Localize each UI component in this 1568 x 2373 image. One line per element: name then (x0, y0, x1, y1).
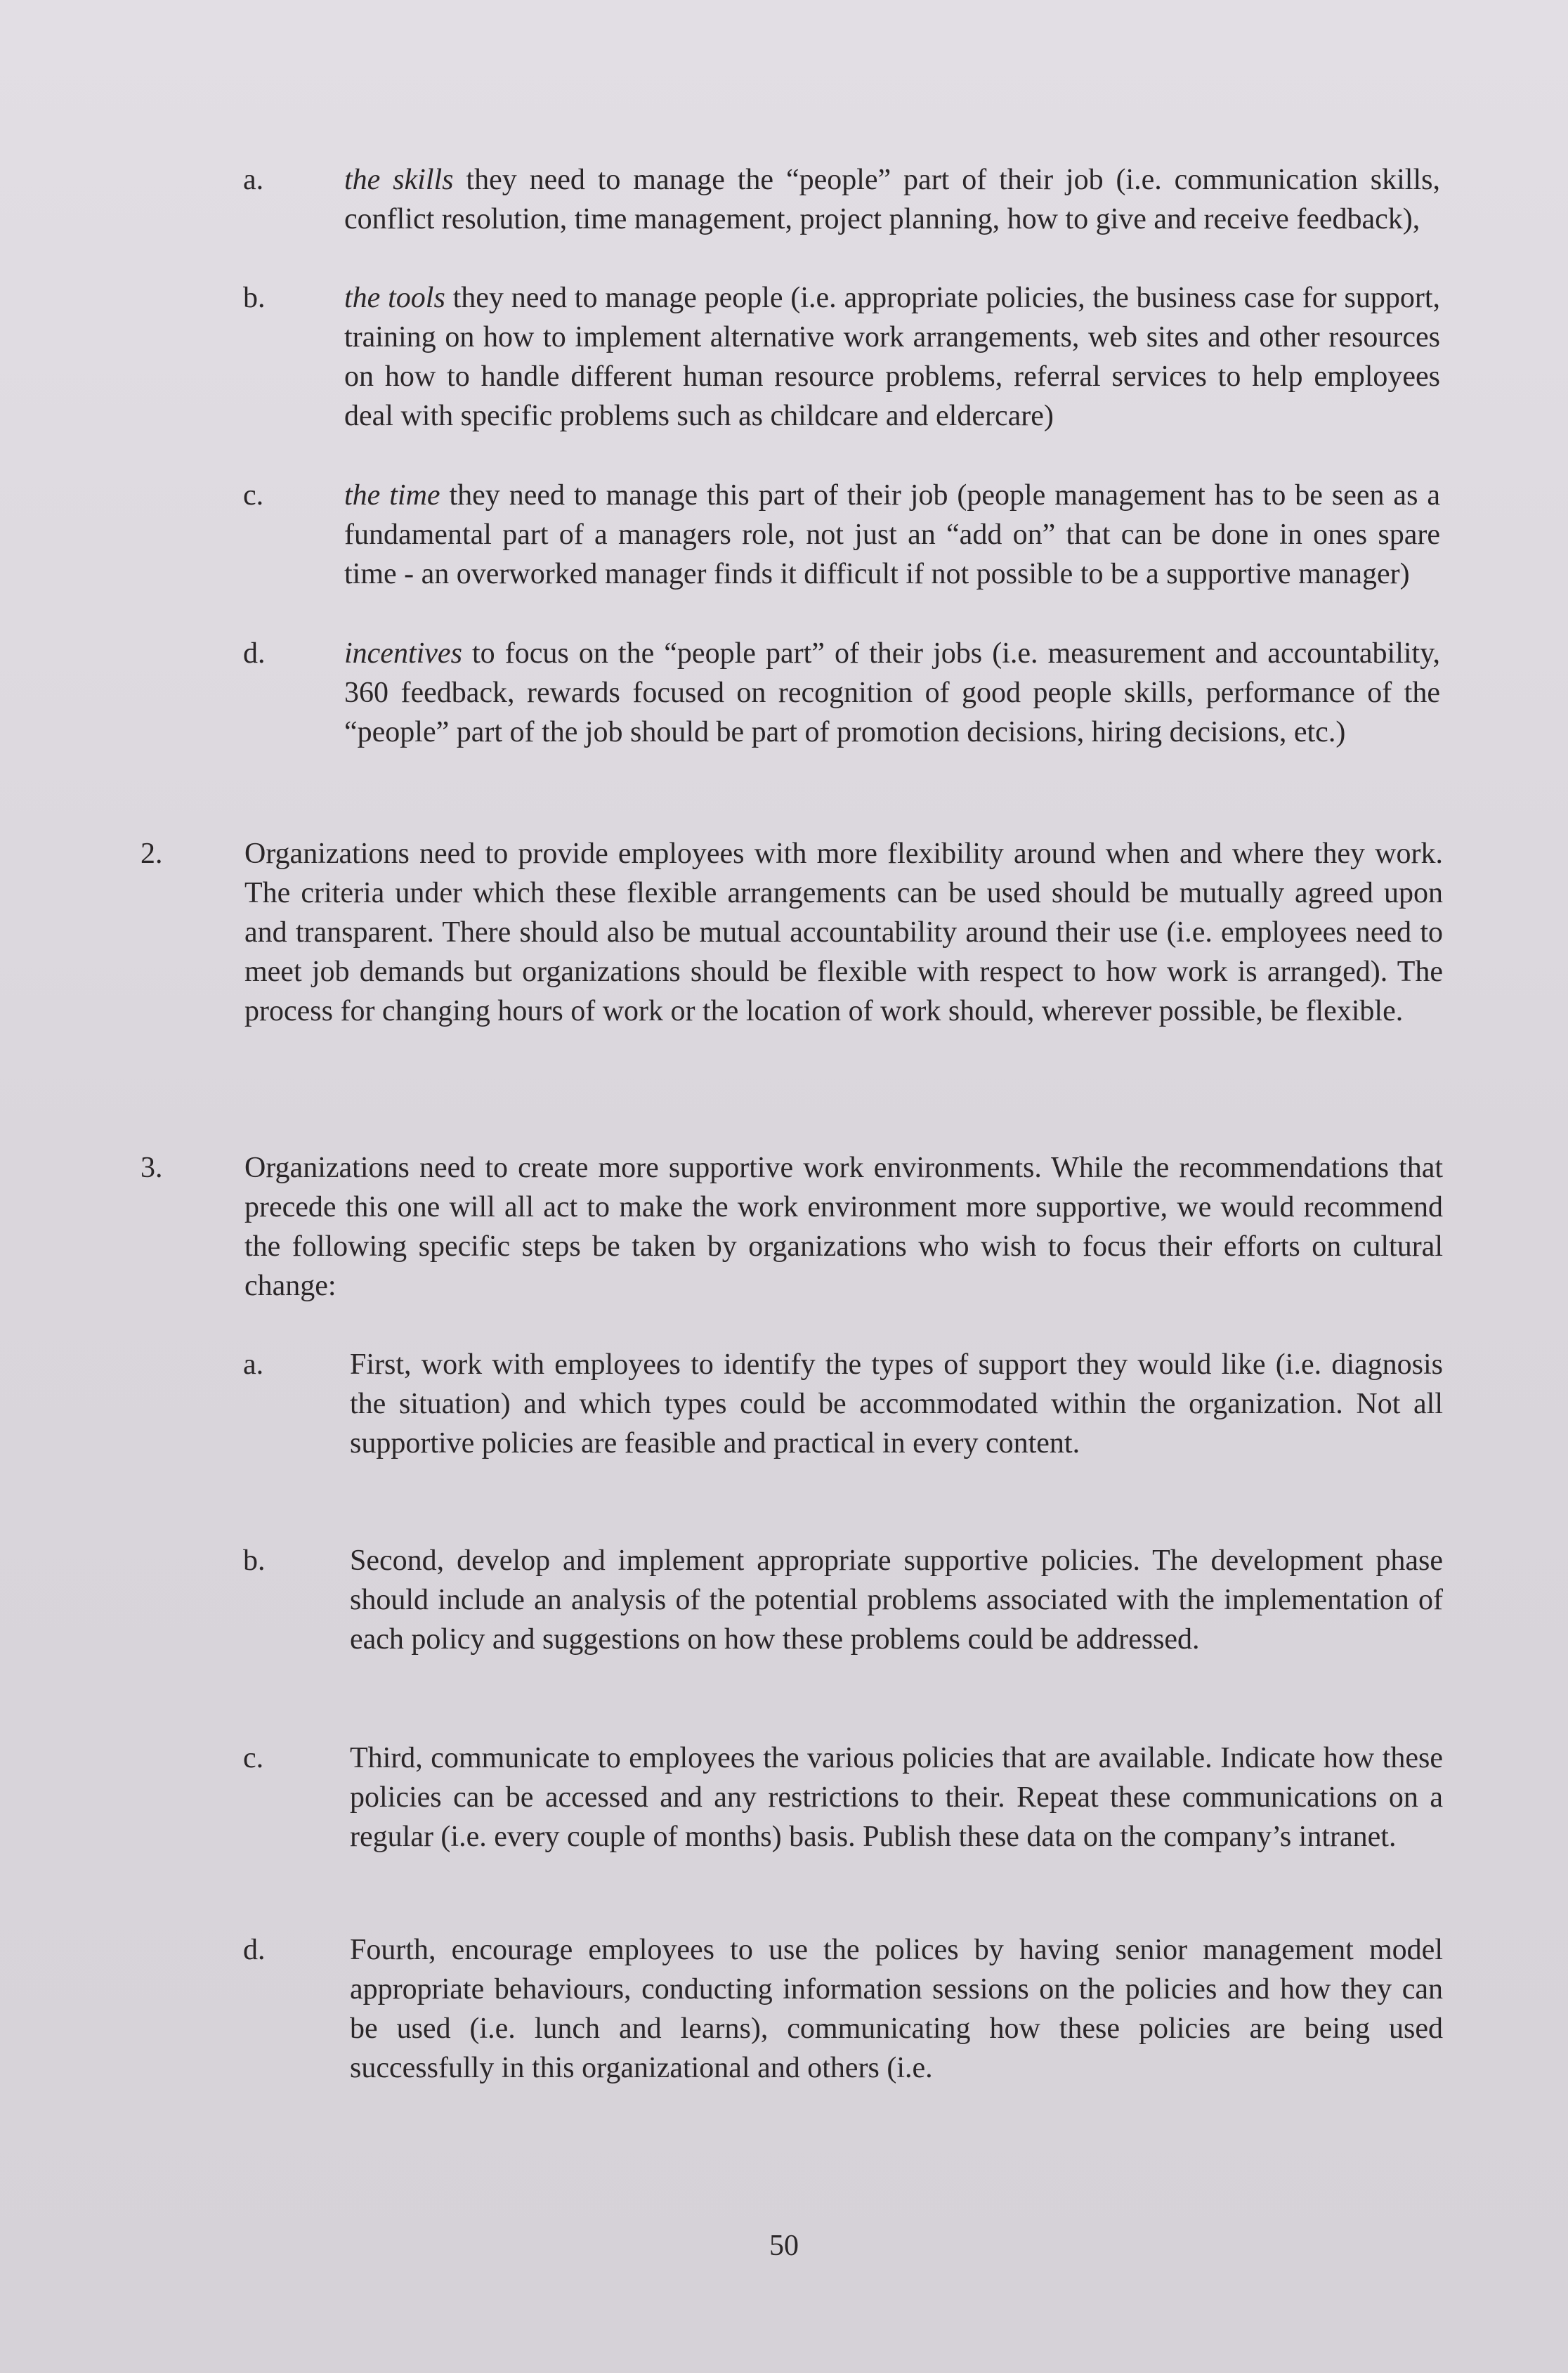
list-marker: d. (243, 637, 266, 670)
list-marker: a. (243, 164, 264, 196)
list-item-text: they need to manage this part of their job (people management has to be seen as a fundamental part of a managers role, not just an “add on” that can be done in ones spare time - an overworked manager finds it difficult if not possible to be a supportive manager) (344, 479, 1440, 590)
list-item: Fourth, encourage employees to use the polices by having senior management model appropriate behaviours, conducting information sessions on the policies and how they can be used (i.e. lunch and learns), communicating how these policies are being used successfully in this organizational and others (i.e. (350, 1934, 1443, 2084)
list-item (344, 476, 1440, 594)
numbered-marker: 2. (141, 838, 163, 870)
list-item: Third, communicate to employees the various policies that are available. Indicate how these policies can be accessed and any restrictions to their. Repeat these communications on a regular (i.e. every couple of months) basis. Publish these data on the company’s intranet. (350, 1742, 1443, 1853)
list-item (344, 278, 1440, 436)
list-marker: c. (243, 1742, 264, 1774)
list-item: First, work with employees to identify the types of support they would like (i.e. diagnosis the situation) and which types could be accommodated within the organization. Not all supportive policies are feasible and practical in every content. (350, 1348, 1443, 1459)
list-marker: b. (243, 282, 266, 314)
page-number: 50 (769, 2230, 799, 2262)
list-item-lead: the skills (344, 164, 454, 196)
list-item-text: to focus on the “people part” of their jobs (i.e. measurement and accountability, 360 feedback, rewards focused on recognition of good people skills, performance of the “people” part of the job should be part of promotion decisions, hiring decisions, etc.) (344, 637, 1440, 748)
list-item-text: they need to manage the “people” part of their job (i.e. communication skills, conflict resolution, time management, project planning, how to give and receive feedback), (344, 164, 1440, 235)
list-item: Second, develop and implement appropriate supportive policies. The development phase should include an analysis of the potential problems associated with the implementation of each policy and suggestions on how these problems could be addressed. (350, 1545, 1443, 1656)
list-marker: a. (243, 1348, 264, 1381)
numbered-marker: 3. (141, 1152, 163, 1184)
list-item (344, 634, 1440, 752)
list-item-lead: the time (344, 479, 440, 512)
list-item-lead: incentives (344, 637, 462, 670)
list-item-text: they need to manage people (i.e. appropriate policies, the business case for support, training on how to implement alternative work arrangements, web sites and other resources on how to handle different human resource problems, referral services to help employees deal with specific problems such as childcare and eldercare) (344, 282, 1441, 432)
list-marker: b. (243, 1545, 266, 1577)
list-marker: d. (243, 1934, 266, 1966)
paragraph-item-3: Organizations need to create more supportive work environments. While the recommendations that precede this one will all act to make the work environment more supportive, we would recommend the following specific steps be taken by organizations who wish to focus their efforts on cultural change: (244, 1152, 1443, 1302)
list-item-lead: the tools (344, 282, 445, 314)
paragraph-item-2: Organizations need to provide employees with more flexibility around when and where they work. The criteria under which these flexible arrangements can be used should be mutually agreed upon and transparent. There should also be mutual accountability around their use (i.e. employees need to meet job demands but organizations should be flexible with respect to how work is arranged). The process for changing hours of work or the location of work should, wherever possible, be flexible. (244, 838, 1443, 1027)
list-item (344, 160, 1440, 239)
list-marker: c. (243, 479, 264, 512)
